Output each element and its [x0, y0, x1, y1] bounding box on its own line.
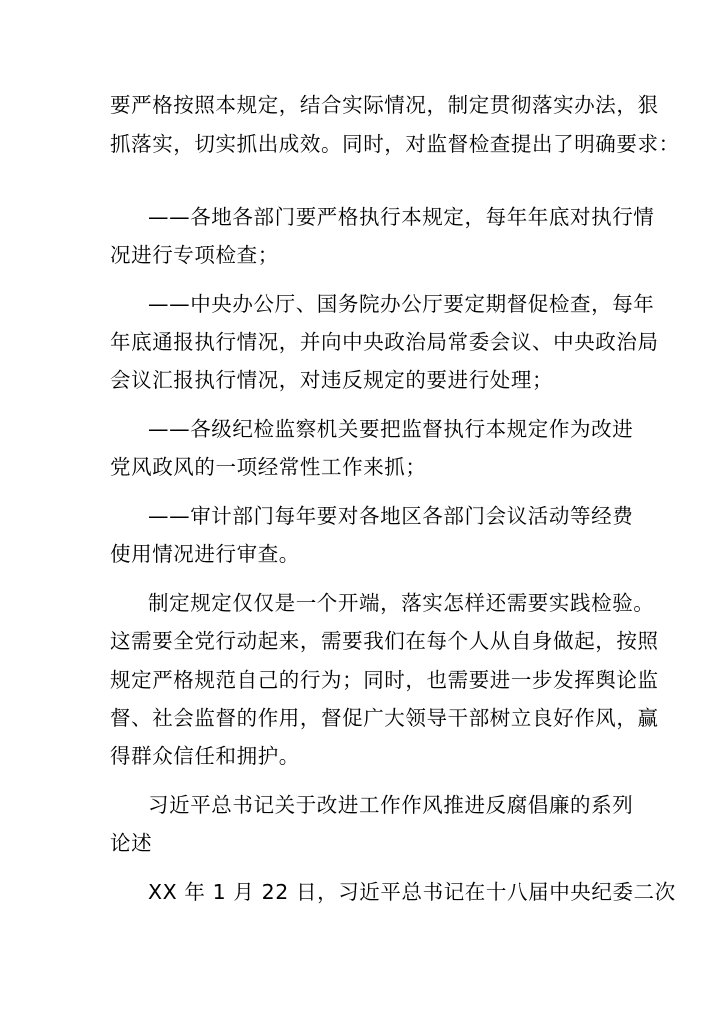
paragraph-line: ——审计部门每年要对各地区各部门会议活动等经费	[148, 504, 634, 528]
paragraph-line: XX 年 1 月 22 日，习近平总书记在十八届中央纪委二次	[148, 880, 676, 904]
paragraph-line: 使用情况进行审查。	[110, 542, 300, 566]
section-heading-line: 习近平总书记关于改进工作作风推进反腐倡廉的系列	[148, 793, 634, 817]
section-heading-line: 论述	[110, 831, 153, 855]
paragraph-line: 年底通报执行情况，并向中央政治局常委会议、中央政治局	[110, 330, 659, 354]
paragraph-line: 党风政风的一项经常性工作来抓；	[110, 455, 427, 479]
paragraph-line: 会议汇报执行情况，对违反规定的要进行处理；	[110, 368, 554, 392]
paragraph-line: ——各级纪检监察机关要把监督执行本规定作为改进	[148, 417, 634, 441]
paragraph-line: 况进行专项检查；	[110, 243, 279, 267]
paragraph-line: ——各地各部门要严格执行本规定，每年年底对执行情	[148, 205, 655, 229]
paragraph-line: 得群众信任和拥护。	[110, 744, 300, 768]
paragraph-line: 规定严格规范自己的行为；同时，也需要进一步发挥舆论监	[110, 668, 659, 692]
paragraph-line: 要严格按照本规定，结合实际情况，制定贯彻落实办法，狠	[110, 93, 659, 117]
paragraph-line: 制定规定仅仅是一个开端，落实怎样还需要实践检验。	[148, 591, 655, 615]
paragraph-line: 抓落实，切实抓出成效。同时，对监督检查提出了明确要求：	[110, 132, 680, 156]
paragraph-line: 督、社会监督的作用，督促广大领导干部树立良好作风，赢	[110, 706, 659, 730]
paragraph-line: ——中央办公厅、国务院办公厅要定期督促检查，每年	[148, 292, 655, 316]
paragraph-line: 这需要全党行动起来，需要我们在每个人从自身做起，按照	[110, 629, 659, 653]
